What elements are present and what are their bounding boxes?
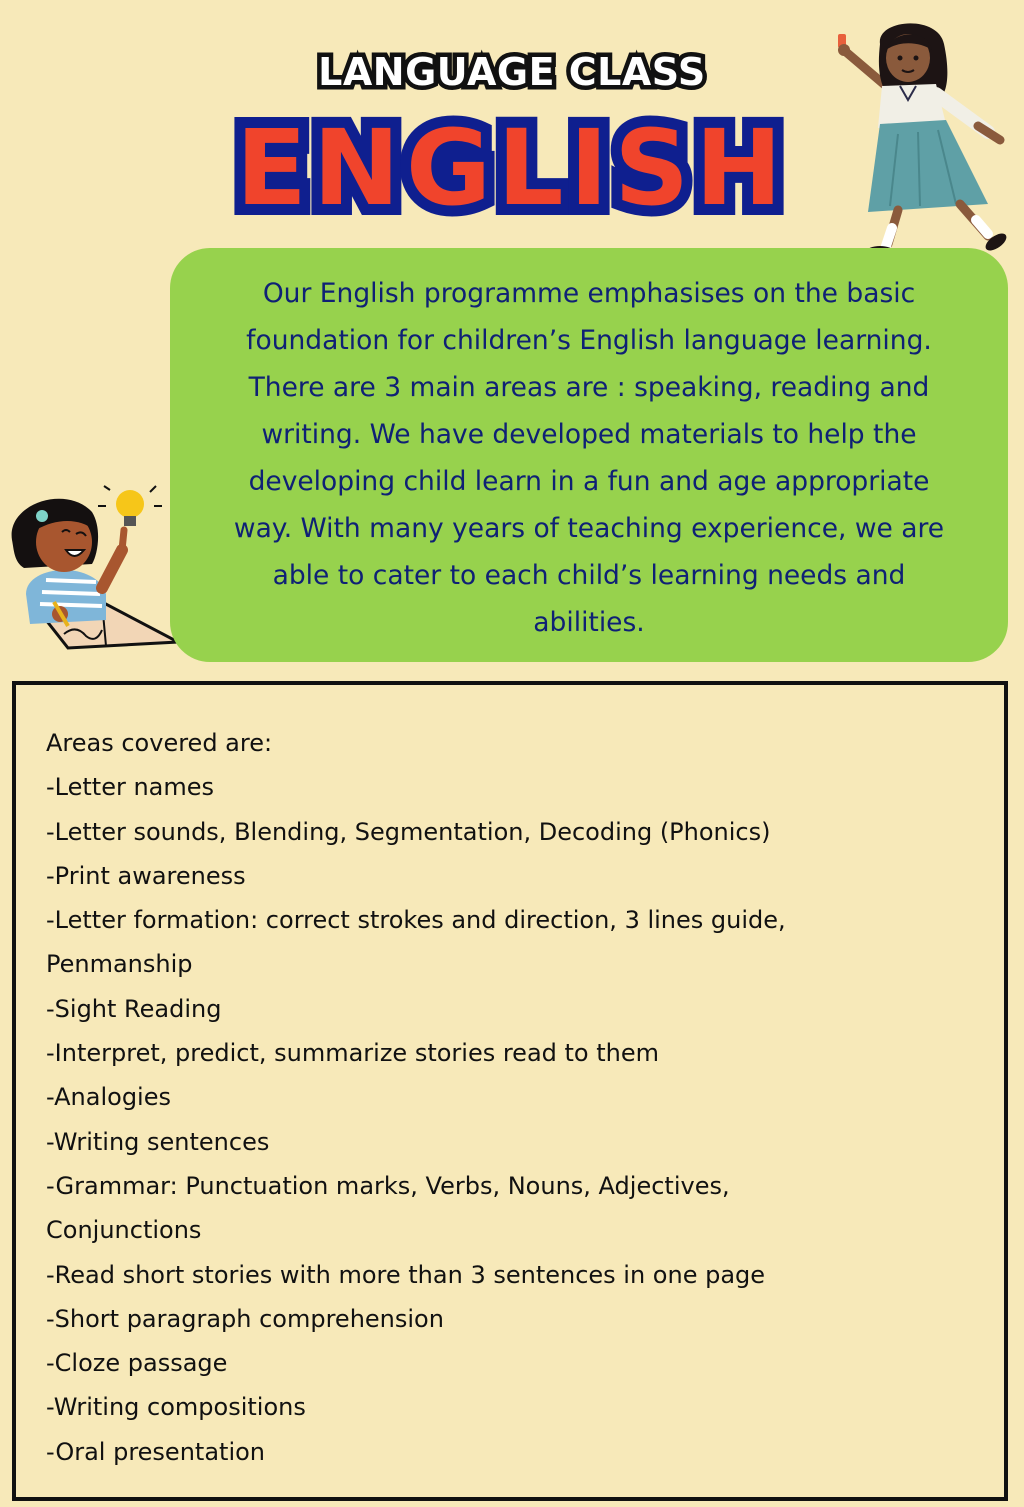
list-item: -Oral presentation [46, 1437, 265, 1466]
girl-illustration [828, 14, 1014, 260]
intro-line: way. With many years of teaching experience, we are [233, 513, 945, 544]
intro-paragraph-box [170, 248, 1008, 662]
list-item: -Letter names [46, 773, 215, 802]
list-item: -Letter sounds, Blending, Segmentation, Decoding (Phonics) [46, 817, 771, 846]
list-item: -Sight Reading [46, 994, 222, 1023]
areas-heading: Areas covered are: [46, 729, 273, 757]
list-item: -Read short stories with more than 3 sentences in one page [46, 1260, 766, 1289]
list-item: -Writing compositions [46, 1393, 306, 1422]
intro-line: Our English programme emphasises on the basic [262, 278, 916, 309]
intro-line: developing child learn in a fun and age appropriate [248, 466, 930, 497]
list-item: -Letter formation: correct strokes and direction, 3 lines guide, [46, 906, 786, 935]
intro-line: abilities. [533, 607, 645, 638]
list-item: -Cloze passage [46, 1349, 228, 1378]
intro-line: foundation for children’s English language learning. [246, 325, 932, 356]
list-item: -Interpret, predict, summarize stories read to them [46, 1039, 660, 1068]
page-title: ENGLISH [235, 107, 789, 229]
list-item: -Grammar: Punctuation marks, Verbs, Nouns, Adjectives, [46, 1171, 730, 1200]
areas-covered-box [12, 681, 1008, 1501]
list-item: Conjunctions [46, 1216, 202, 1245]
child-reading-illustration [6, 484, 188, 654]
intro-line: writing. We have developed materials to help the [261, 419, 917, 450]
list-item: -Writing sentences [46, 1127, 270, 1156]
list-item: -Print awareness [46, 861, 246, 890]
list-item: -Analogies [46, 1083, 171, 1112]
page-subtitle: LANGUAGE CLASS [318, 50, 706, 94]
intro-line: able to cater to each child’s learning needs and [272, 560, 906, 591]
intro-line: There are 3 main areas are : speaking, reading and [248, 372, 930, 403]
list-item: -Short paragraph comprehension [46, 1304, 444, 1333]
list-item: Penmanship [46, 950, 193, 979]
